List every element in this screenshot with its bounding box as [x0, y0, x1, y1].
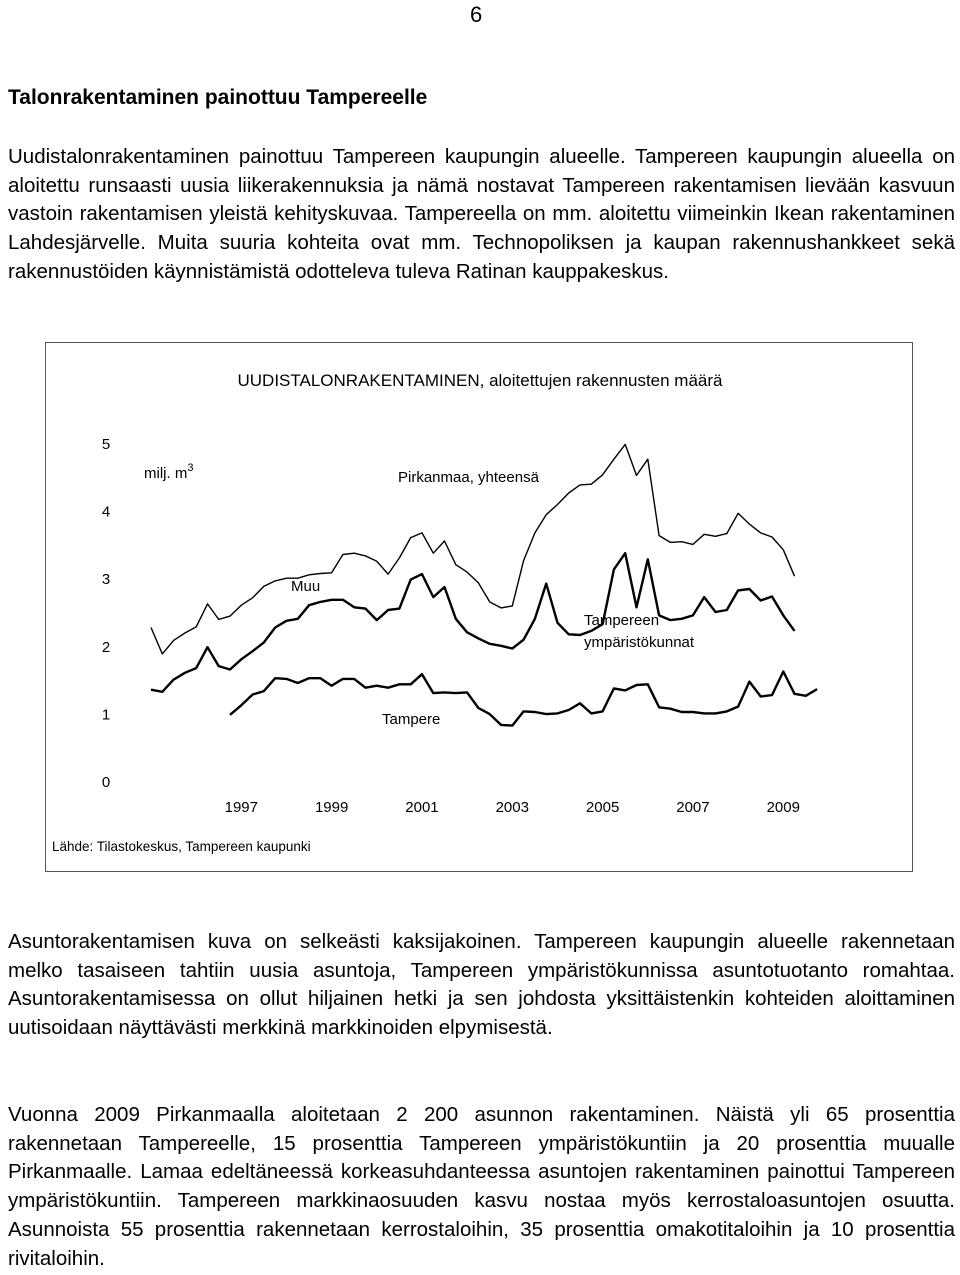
chart-source: Lähde: Tilastokeskus, Tampereen kaupunki [52, 839, 311, 854]
label-muu: Muu [291, 578, 321, 595]
page-number: 6 [470, 2, 483, 27]
series-line-1 [151, 553, 795, 692]
housing-paragraph: Asuntorakentamisen kuva on selkeästi kaksijakoinen. Tampereen kaupungin alueelle rakennetaan melko tasaiseen tahtiin uusia asuntoja, Tampereen ympäristökunnissa asuntotuotanto romahtaa. Asuntorakentamisessa on ollut hiljainen hetki ja sen johdosta yksittäistenkin kohteiden aloittaminen uutisoidaan näyttävästi merkkinä markkinoiden elpymisestä. [8, 930, 955, 1040]
chart-title: UUDISTALONRAKENTAMINEN, aloitettujen rakennusten määrä [237, 371, 723, 390]
y-axis-ticks [102, 436, 110, 791]
section-heading: Talonrakentaminen painottuu Tampereelle [8, 86, 428, 109]
label-tampereen: Tampereen [584, 612, 660, 629]
line-chart [46, 343, 912, 871]
series-line-3 [230, 672, 817, 726]
x-tick-label: 2005 [585, 799, 620, 816]
label-ymparistokunnat: ympäristökunnat [584, 634, 695, 651]
x-tick-label: 1999 [314, 799, 349, 816]
unit-label: milj. $m^3$ [144, 462, 194, 482]
x-axis-ticks [225, 799, 800, 816]
label-tampere: Tampere [382, 711, 441, 728]
label-pirkanmaa: Pirkanmaa, yhteensä [398, 469, 539, 486]
y-tick-label: 4 [101, 503, 111, 521]
y-tick-label: 0 [101, 774, 111, 791]
series-lines [151, 444, 817, 725]
y-tick-label: 5 [101, 436, 111, 453]
x-tick-label: 2003 [495, 799, 529, 816]
forecast-paragraph: Vuonna 2009 Pirkanmaalla aloitetaan 2 200 asunnon rakentaminen. Näistä yli 65 prosenttia rakennetaan Tampereelle, 15 prosenttia Tampereen ympäristökuntiin ja 20 prosenttia muualle Pirkanmaalle. Lamaa edeltäneessä korkeasuhdanteessa asuntojen rakentaminen painottui Tampereen ympäristökuntiin. Tampereen markkinaosuuden kasvu nostaa myös kerrostaloasuntojen osuutta. Asunnoista 55 prosenttia rakennetaan kerrostaloihin, 35 prosenttia omakotitaloihin ja 10 prosenttia rivitaloihin. [8, 1103, 955, 1270]
y-tick-label: 2 [101, 638, 111, 656]
intro-paragraph: Uudistalonrakentaminen painottuu Tampereen kaupungin alueelle. Tampereen kaupungin alueella on aloitettu runsaasti uusia liikerakennuksia ja nämä nostavat Tampereen rakentamisen lievään kasvuun vastoin rakentamisen yleistä kehityskuvaa. Tampereella on mm. aloitettu viimeinkin Ikean rakentaminen Lahdesjärvelle. Muita suuria kohteita ovat mm. Technopoliksen ja kaupan rakennushankkeet sekä rakennustöiden käynnistämistä odotteleva tuleva Ratinan kauppakeskus. [8, 145, 955, 283]
x-tick-label: 2007 [676, 799, 710, 816]
x-tick-label: 2001 [405, 799, 439, 816]
x-tick-label: 1997 [224, 799, 259, 816]
x-tick-label: 2009 [766, 799, 800, 816]
chart-frame [45, 342, 913, 872]
y-tick-label: 3 [101, 571, 111, 589]
y-tick-label: 1 [101, 706, 111, 724]
